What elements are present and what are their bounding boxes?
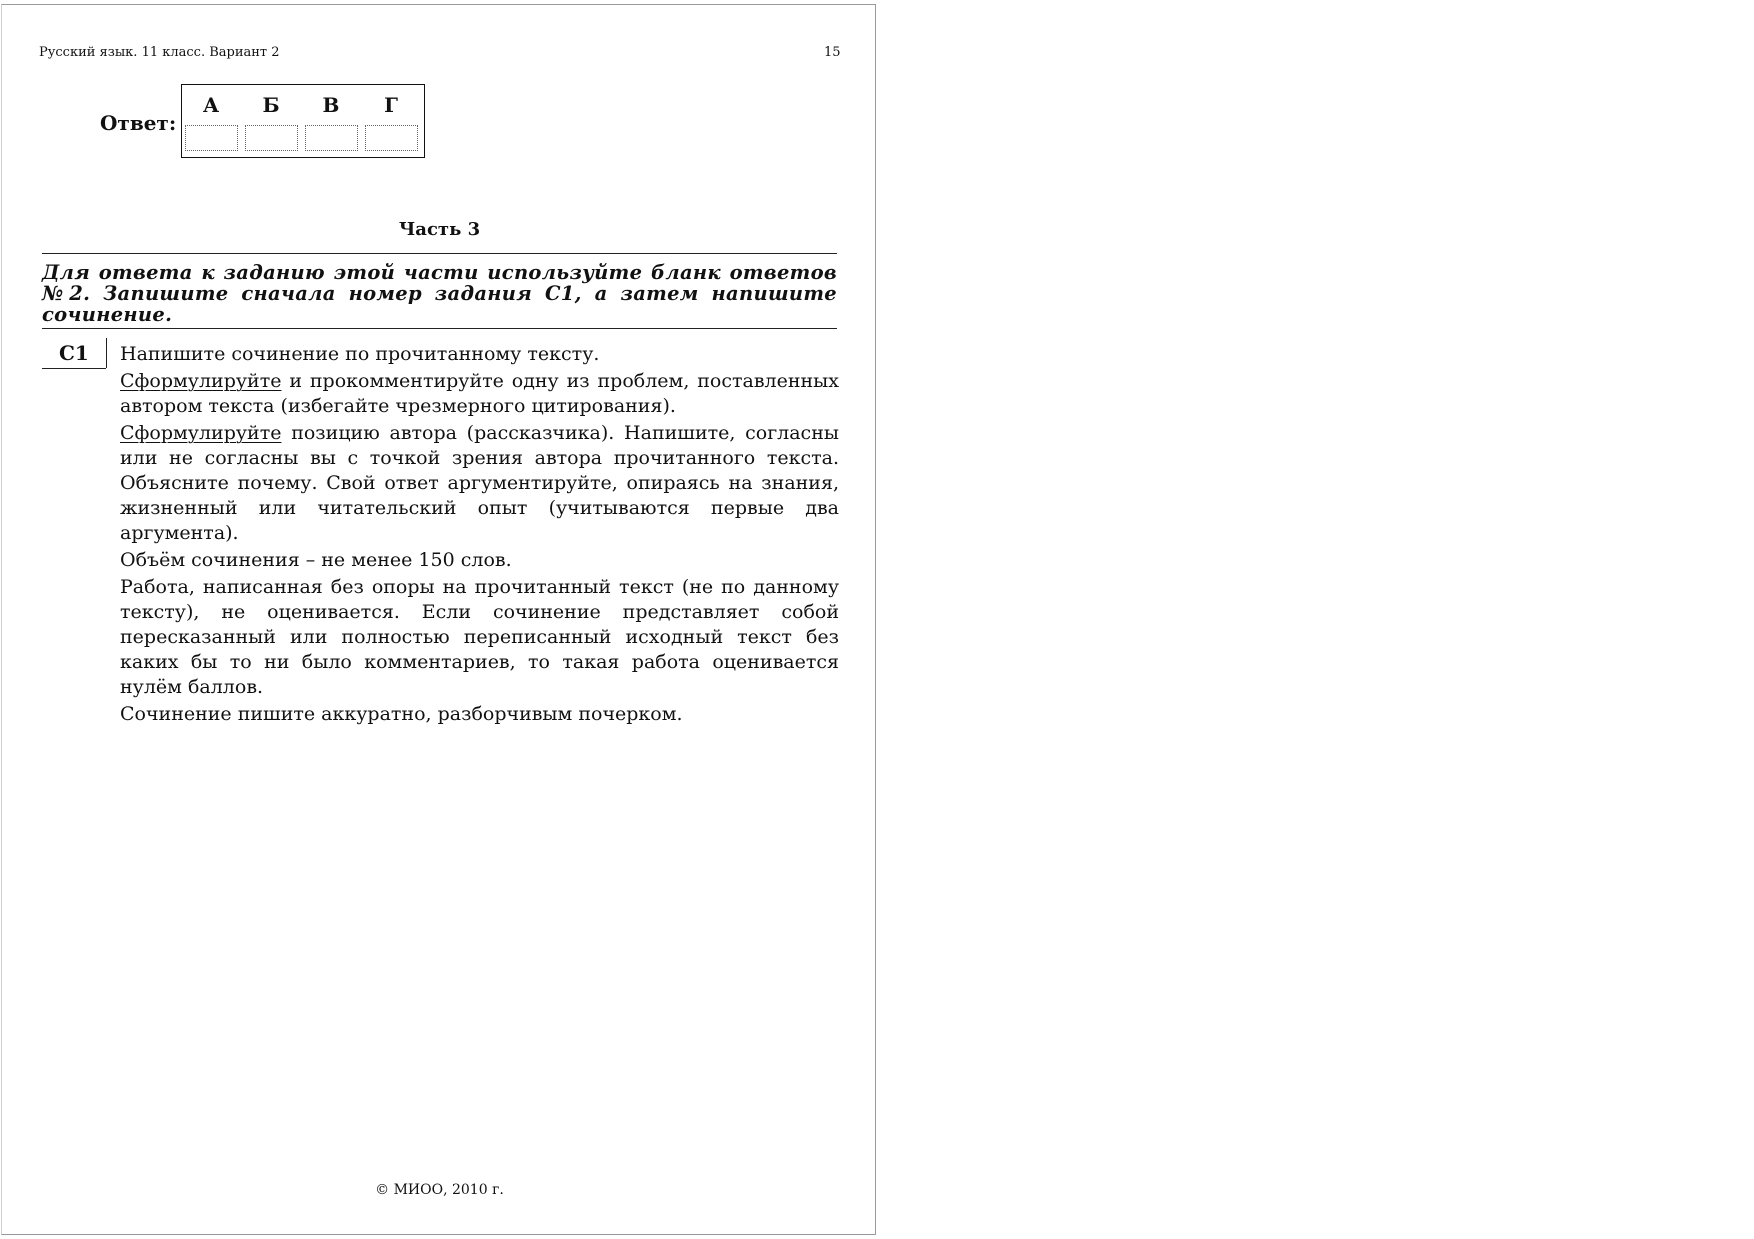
task-paragraph-problem bbox=[120, 369, 839, 419]
answer-cell-a[interactable] bbox=[185, 125, 238, 151]
answer-cell-g[interactable] bbox=[365, 125, 418, 151]
task-label: C1 bbox=[59, 341, 89, 365]
task-label-underline bbox=[42, 368, 106, 369]
answer-cell-v[interactable] bbox=[305, 125, 358, 151]
task-label-divider bbox=[106, 338, 107, 368]
task-paragraph-problem-text: и прокомментируйте одну из проблем, поставленных автором текста (избегайте чрезмерного цитирования). bbox=[120, 370, 839, 417]
footer-copyright: © МИОО, 2010 г. bbox=[375, 1182, 504, 1198]
task-intro: Напишите сочинение по прочитанному тексту. bbox=[120, 343, 600, 365]
page-number: 15 bbox=[824, 45, 841, 60]
header-subject: Русский язык. 11 класс. Вариант 2 bbox=[39, 45, 280, 60]
task-verb-formulate: Сформулируйте bbox=[120, 422, 282, 444]
exam-page bbox=[1, 4, 876, 1235]
part-title: Часть 3 bbox=[398, 219, 481, 240]
answer-label: Ответ: bbox=[100, 111, 177, 135]
task-paragraph-position-text: позицию автора (рассказчика). Напишите, согласны или не согласны вы с точкой зрения автора прочитанного текста. Объясните почему. Свой ответ аргументируйте, опираясь на знания, жизненный или читательский опыт (учитываются первые два аргумента). bbox=[120, 422, 839, 544]
instruction-top-rule bbox=[42, 253, 837, 254]
task-paragraph-position bbox=[120, 421, 839, 546]
task-neatness: Сочинение пишите аккуратно, разборчивым почерком. bbox=[120, 703, 683, 725]
part-instruction: Для ответа к заданию этой части используйте бланк ответов №2. Запишите сначала номер задания C1, а затем напишите сочинение. bbox=[42, 261, 837, 326]
task-rules: Работа, написанная без опоры на прочитанный текст (не по данному тексту), не оценивается. Если сочинение представляет собой пересказанный или полностью переписанный исходный текст без каких бы то ни было комментариев, то такая работа оценивается нулём баллов. bbox=[120, 576, 839, 698]
task-verb-formulate: Сформулируйте bbox=[120, 370, 282, 392]
answer-column-v: В bbox=[322, 93, 340, 117]
task-volume: Объём сочинения – не менее 150 слов. bbox=[120, 549, 512, 571]
instruction-bottom-rule bbox=[42, 328, 837, 329]
answer-grid bbox=[181, 84, 425, 158]
answer-column-b: Б bbox=[262, 93, 280, 117]
answer-cell-b[interactable] bbox=[245, 125, 298, 151]
answer-column-a: А bbox=[202, 93, 220, 117]
answer-column-g: Г bbox=[384, 93, 398, 117]
